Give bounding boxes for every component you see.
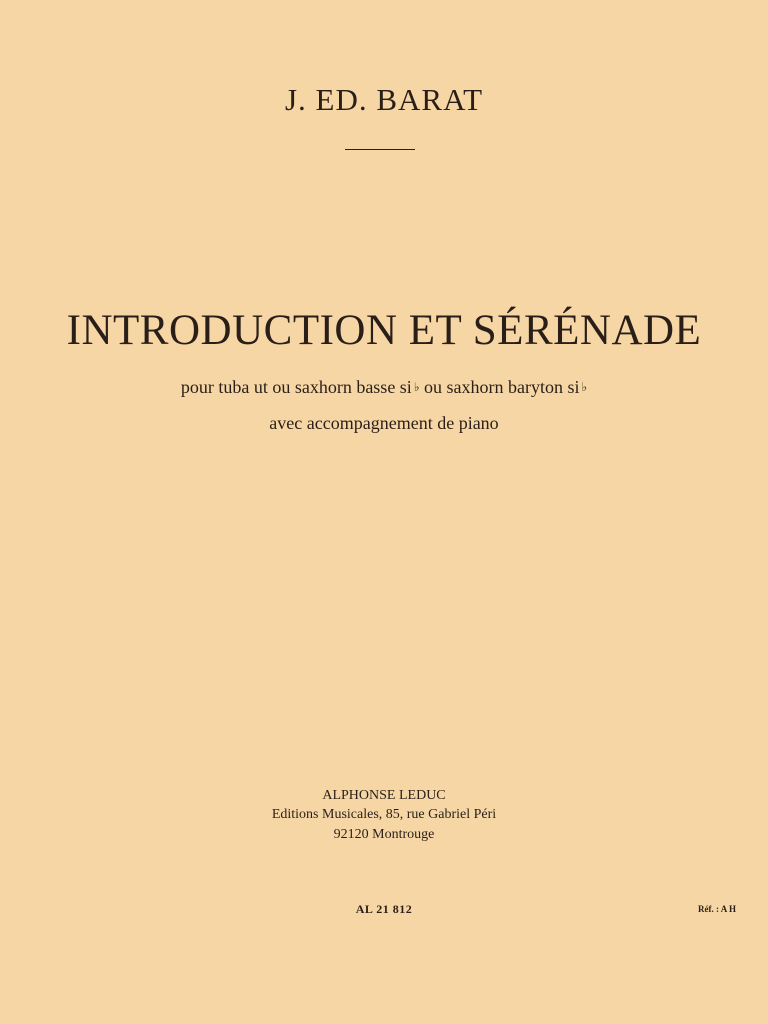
flat-symbol: ♭ — [581, 380, 588, 394]
accompaniment-line: avec accompagnement de piano — [269, 413, 499, 433]
instrumentation-line — [0, 377, 768, 398]
flat-symbol: ♭ — [413, 380, 420, 394]
instrumentation-part-2: ou saxhorn baryton si — [423, 377, 580, 397]
instrumentation-part-1: pour tuba ut ou saxhorn basse si — [180, 377, 412, 397]
title-divider — [345, 149, 415, 150]
work-title: INTRODUCTION ET SÉRÉNADE — [66, 307, 702, 354]
publisher-name: ALPHONSE LEDUC — [322, 788, 446, 803]
publisher-address: Editions Musicales, 85, rue Gabriel Péri — [271, 807, 497, 822]
reference-code: Réf. : A H — [698, 904, 736, 914]
publisher-city: 92120 Montrouge — [333, 827, 435, 842]
catalog-number: AL 21 812 — [355, 902, 413, 916]
composer-name: J. ED. BARAT — [284, 82, 483, 117]
